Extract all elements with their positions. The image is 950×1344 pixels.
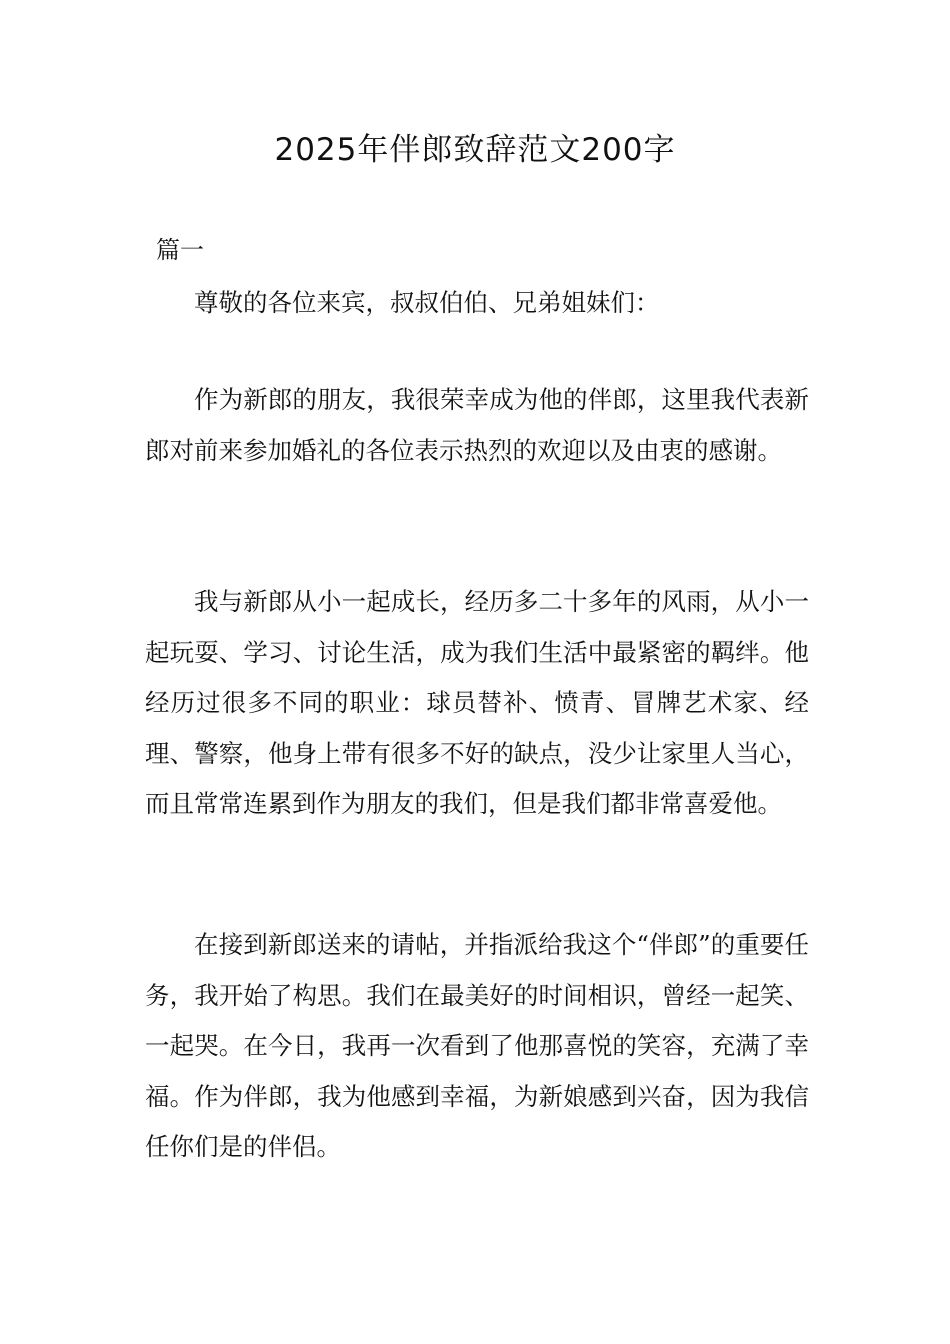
paragraph-friendship: 我与新郎从小一起成长，经历多二十多年的风雨，从小一起玩耍、学习、讨论生活，成为我们生活中最紧密的羁绊。他经历过很多不同的职业：球员替补、愤青、冒牌艺术家、经理、警察，他身上带有很多不好的缺点，没少让家里人当心，而且常常连累到作为朋友的我们，但是我们都非常喜爱他。 <box>145 587 809 818</box>
paragraph-welcome: 作为新郎的朋友，我很荣幸成为他的伴郎，这里我代表新郎对前来参加婚礼的各位表示热烈的欢迎以及由衷的感谢。 <box>145 385 809 465</box>
document-title: 2025年伴郎致辞范文200字 <box>274 132 676 168</box>
paragraph-invitation: 在接到新郎送来的请帖，并指派给我这个“伴郎”的重要任务，我开始了构思。我们在最美好的时间相识，曾经一起笑、一起哭。在今日，我再一次看到了他那喜悦的笑容，充满了幸福。作为伴郎，我为他感到幸福，为新娘感到兴奋，因为我信任你们是的伴侣。 <box>145 930 809 1161</box>
section-label: 篇一 <box>156 236 204 264</box>
paragraph-greeting: 尊敬的各位来宾，叔叔伯伯、兄弟姐妹们： <box>194 288 660 317</box>
